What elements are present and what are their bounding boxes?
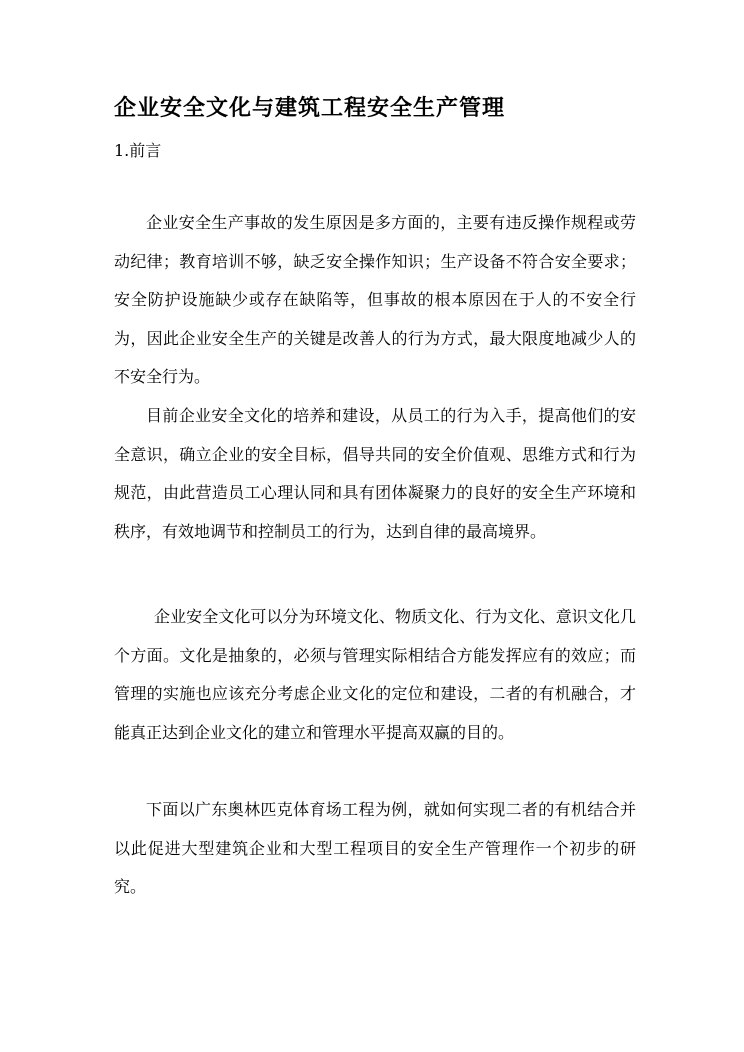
paragraph-1: 企业安全生产事故的发生原因是多方面的，主要有违反操作规程或劳动纪律；教育培训不够，缺乏安全操作知识；生产设备不符合安全要求；安全防护设施缺少或存在缺陷等，但事故的根本原因在于人的不安全行为，因此企业安全生产的关键是改善人的行为方式，最大限度地减少人的不安全行为。: [114, 213, 636, 386]
section-heading: 1.前言: [114, 141, 162, 160]
paragraph-4: 下面以广东奥林匹克体育场工程为例，就如何实现二者的有机结合并以此促进大型建筑企业和大型工程项目的安全生产管理作一个初步的研究。: [114, 800, 636, 896]
paragraph-3: 企业安全文化可以分为环境文化、物质文化、行为文化、意识文化几个方面。文化是抽象的，必须与管理实际相结合方能发挥应有的效应；而管理的实施也应该充分考虑企业文化的定位和建设，二者的有机融合，才能真正达到企业文化的建立和管理水平提高双赢的目的。: [114, 607, 636, 742]
paragraph-2: 目前企业安全文化的培养和建设，从员工的行为入手，提高他们的安全意识，确立企业的安全目标，倡导共同的安全价值观、思维方式和行为规范，由此营造员工心理认同和具有团体凝聚力的良好的安全生产环境和秩序，有效地调节和控制员工的行为，达到自律的最高境界。: [114, 406, 636, 541]
document-title: 企业安全文化与建筑工程安全生产管理: [114, 95, 506, 121]
